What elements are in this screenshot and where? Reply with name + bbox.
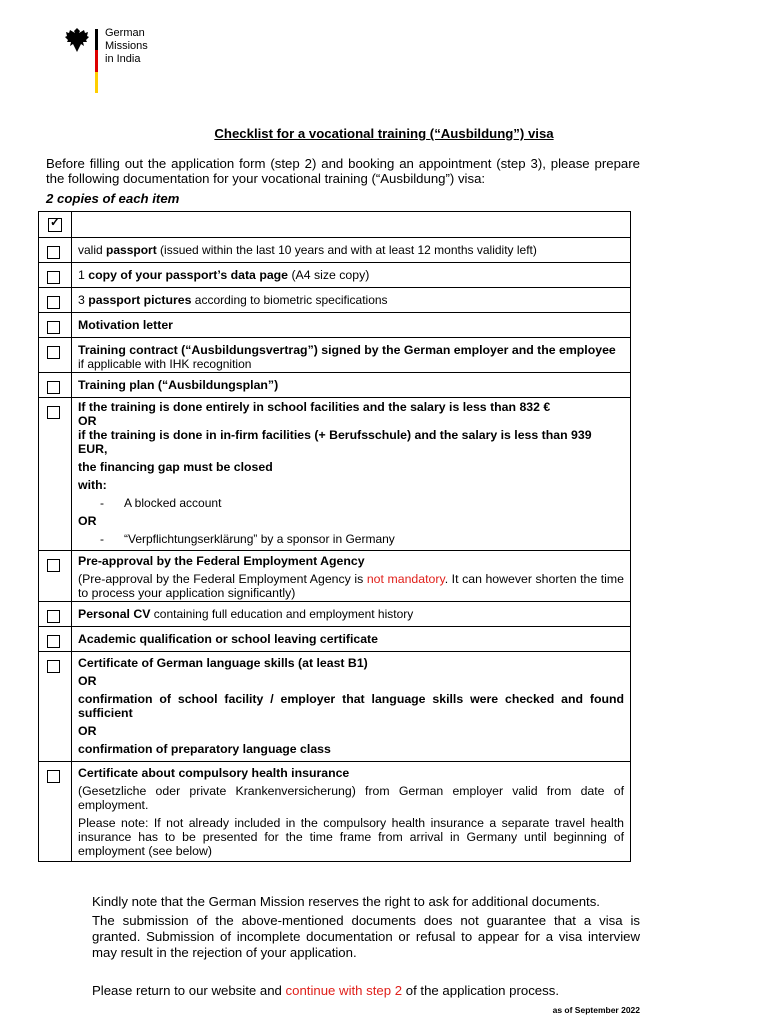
as-of-date: as of September 2022	[552, 1005, 640, 1015]
copies-note: 2 copies of each item	[46, 191, 180, 206]
checkbox[interactable]	[47, 321, 60, 334]
checkbox[interactable]	[47, 635, 60, 648]
note-additional-docs: Kindly note that the German Mission reserves the right to ask for additional documents.	[92, 894, 600, 909]
page-title: Checklist for a vocational training (“Ausbildung”) visa	[214, 126, 554, 141]
checkbox[interactable]	[47, 246, 60, 259]
checklist-item-insurance: Certificate about compulsory health insurance (Gesetzliche oder private Krankenversicherung) from German employer valid from date of employment. Please note: If not already included in the compulsory health insurance a separate travel health insurance has to be presented for the time frame from arrival in Germany until beginning of employment (see below)	[39, 762, 631, 862]
checkbox[interactable]	[47, 271, 60, 284]
checklist-item-language: Certificate of German language skills (at least B1) OR confirmation of school facility / employer that language skills were checked and found sufficient OR confirmation of preparatory language class	[39, 652, 631, 762]
checklist-item-preapproval: Pre-approval by the Federal Employment Agency (Pre-approval by the Federal Employment Agency is not mandatory. It can however shorten the time to process your application significantly)	[39, 551, 631, 602]
checkbox[interactable]	[47, 559, 60, 572]
federal-eagle-icon	[64, 26, 90, 52]
checkbox[interactable]	[47, 381, 60, 394]
checkbox[interactable]	[47, 296, 60, 309]
header-row	[39, 212, 631, 238]
checklist-item-motivation: Motivation letter	[39, 313, 631, 338]
checklist-item-passport: valid passport (issued within the last 10 years and with at least 12 months validity left)	[39, 238, 631, 263]
org-name: German Missions in India	[105, 27, 148, 65]
checkbox[interactable]	[47, 406, 60, 419]
checklist-item-plan: Training plan (“Ausbildungsplan”)	[39, 373, 631, 398]
checklist-item-passport-copy: 1 copy of your passport’s data page (A4 size copy)	[39, 263, 631, 288]
checkbox[interactable]	[47, 610, 60, 623]
intro-text: Before filling out the application form (step 2) and booking an appointment (step 3), please prepare the following documentation for your vocational training (“Ausbildung”) visa:	[46, 156, 640, 186]
checklist-table	[38, 211, 631, 862]
note-no-guarantee: The submission of the above-mentioned documents does not guarantee that a visa is granted. Submission of incomplete documentation or refusal to appear for a visa interview may result in the rejection of your application.	[92, 913, 640, 960]
continue-step-2-link[interactable]: continue with step 2	[285, 983, 403, 998]
checkbox[interactable]	[47, 770, 60, 783]
checklist-item-academic: Academic qualification or school leaving certificate	[39, 627, 631, 652]
checkbox[interactable]	[47, 346, 60, 359]
checkbox[interactable]	[47, 660, 60, 673]
german-flag-stripe	[95, 29, 98, 93]
return-note: Please return to our website and continue with step 2 of the application process.	[92, 983, 559, 998]
checked-checkbox-icon[interactable]: ✓	[48, 218, 62, 232]
checklist-item-cv: Personal CV containing full education and employment history	[39, 602, 631, 627]
checklist-item-financing: If the training is done entirely in school facilities and the salary is less than 832 € OR if the training is done in in-firm facilities (+ Berufsschule) and the salary is less than 939 EUR, the financing gap must be closed with: - A blocked account OR - “Verpflichtungserklärung” by a sponsor in Germany	[39, 398, 631, 551]
checklist-item-contract: Training contract (“Ausbildungsvertrag”) signed by the German employer and the employee if applicable with IHK recognition	[39, 338, 631, 373]
checklist-item-pictures: 3 passport pictures according to biometric specifications	[39, 288, 631, 313]
